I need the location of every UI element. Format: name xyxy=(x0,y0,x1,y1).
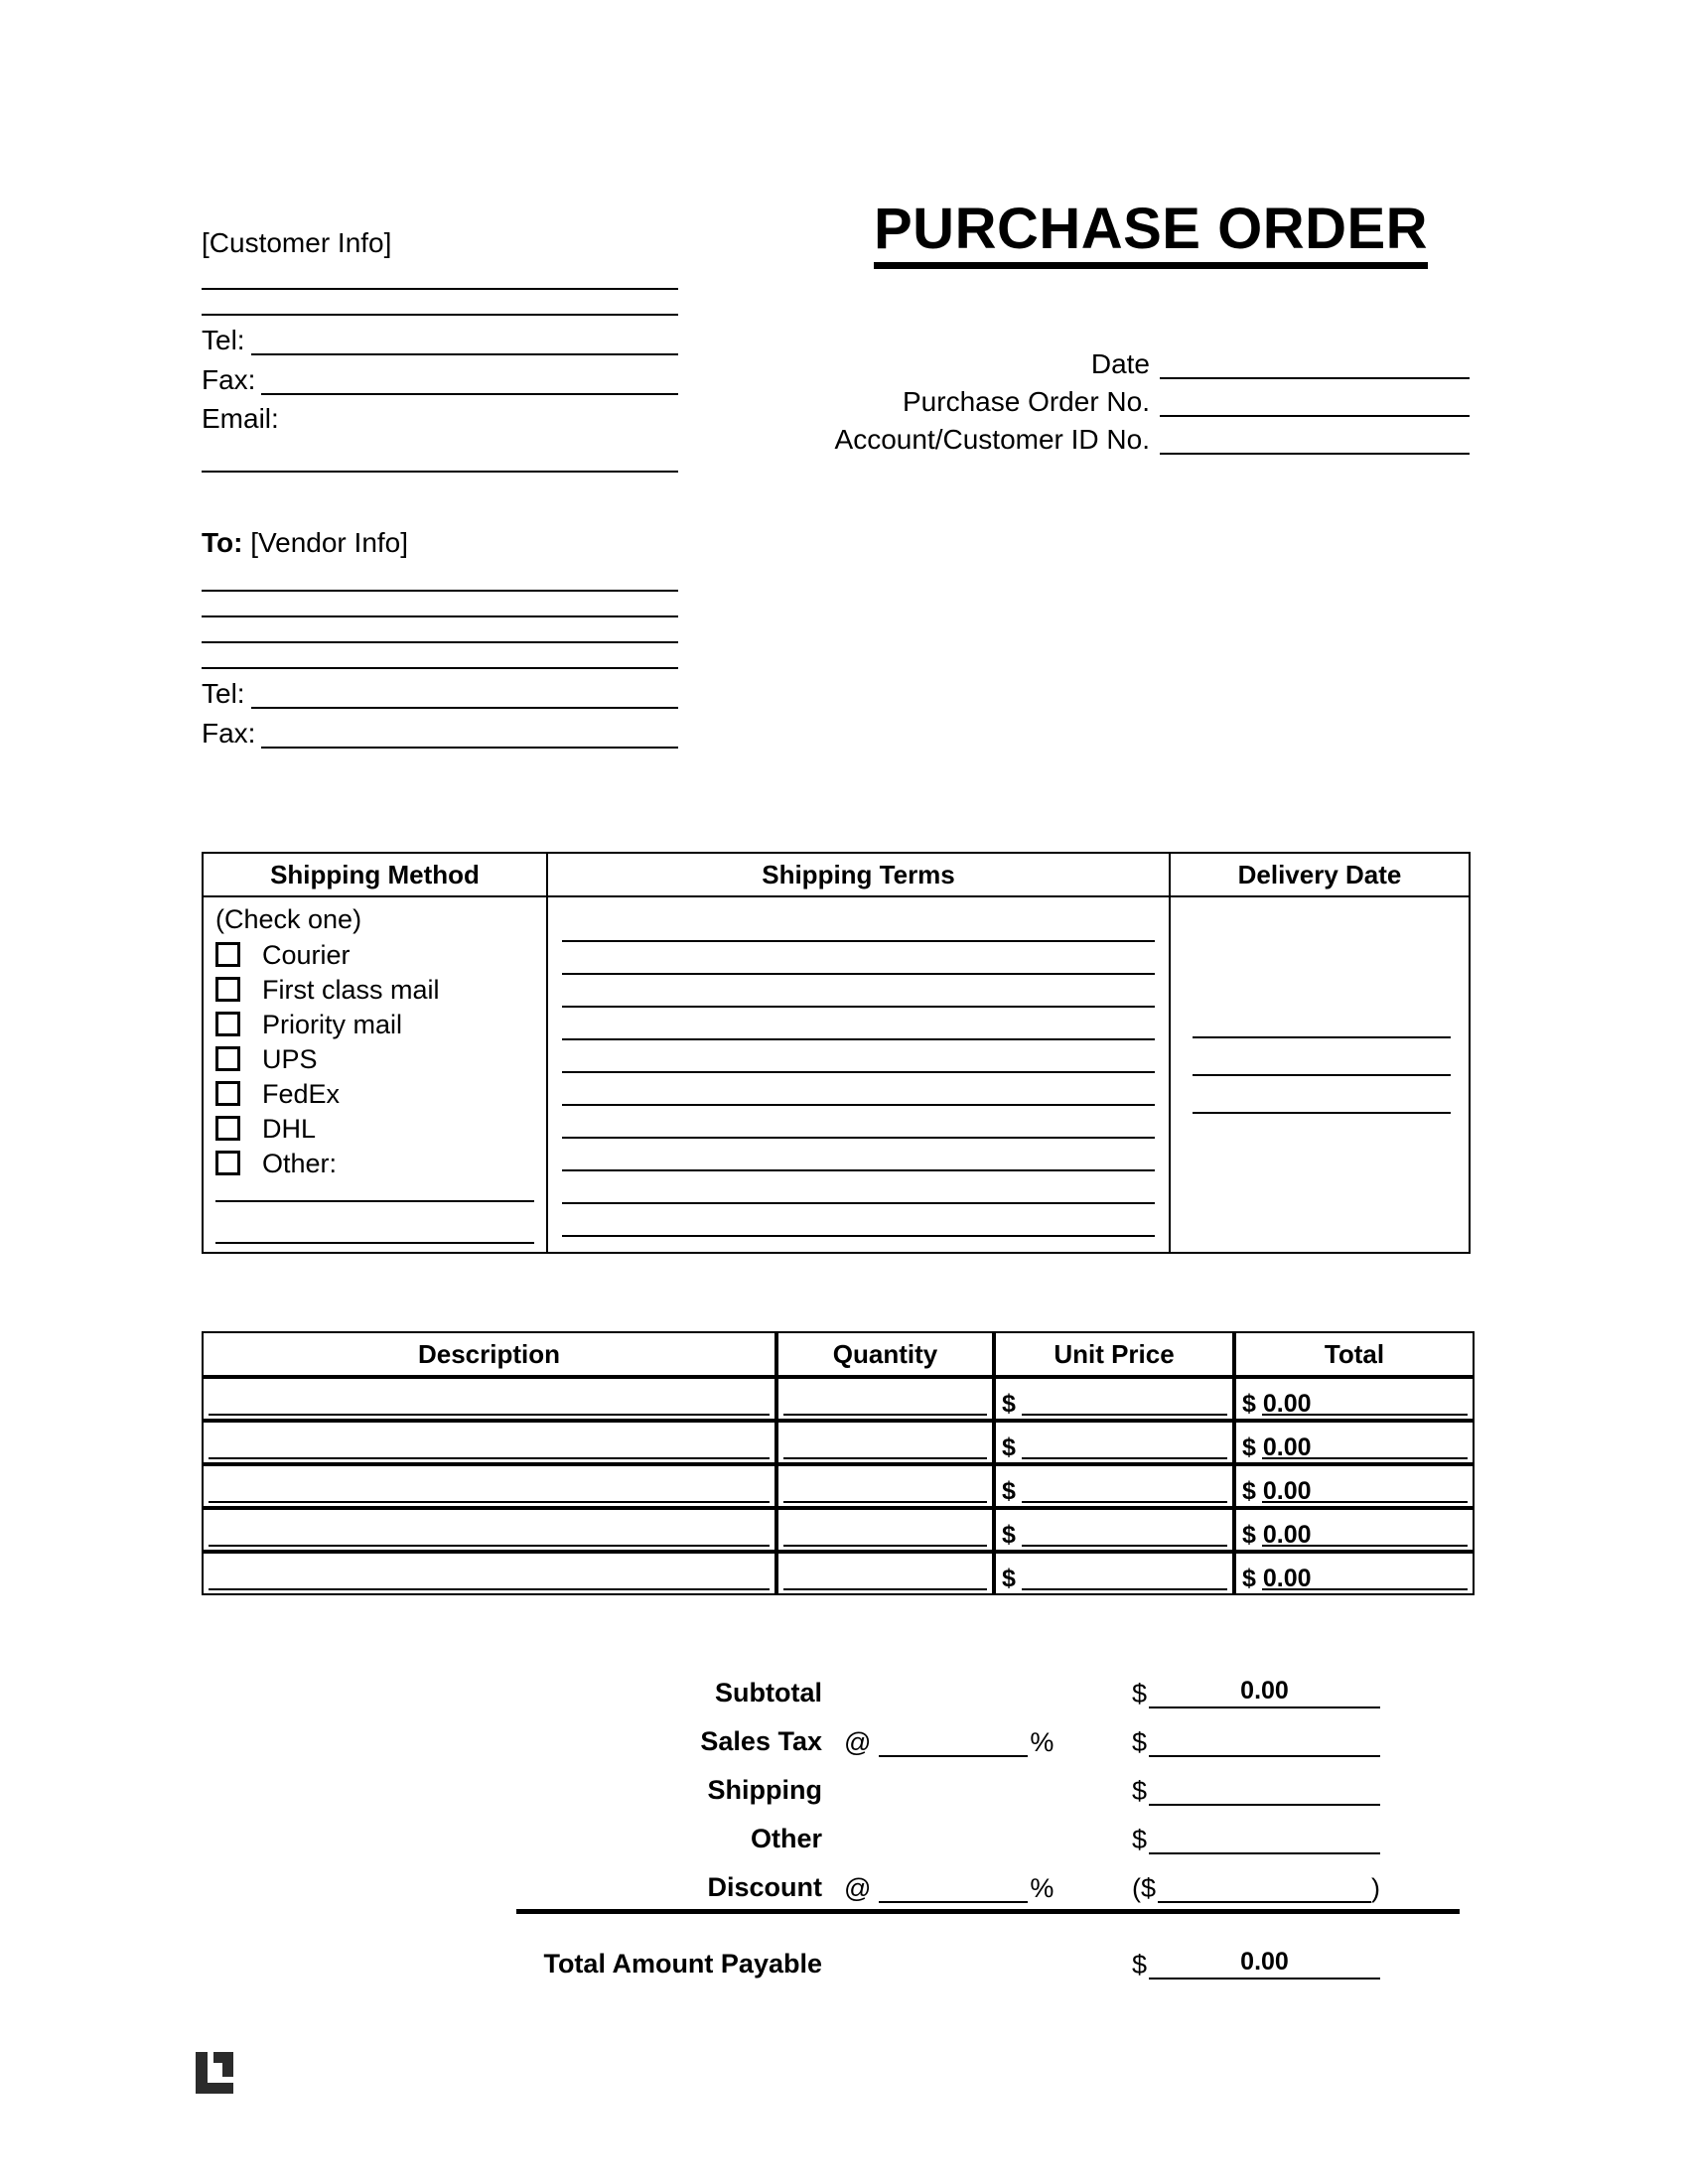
vendor-tel-label: Tel: xyxy=(202,678,245,709)
shipping-method-cell xyxy=(203,896,547,1253)
sales-tax-percent-symbol: % xyxy=(1030,1727,1055,1757)
customer-fax-row xyxy=(202,365,678,395)
date-row xyxy=(834,349,1470,379)
shipping-method-option-ups[interactable] xyxy=(215,1041,546,1076)
vendor-fax-row xyxy=(202,719,678,749)
quantity-input-rule xyxy=(783,1501,987,1503)
cell-description[interactable] xyxy=(202,1421,776,1464)
description-input-rule xyxy=(209,1501,770,1503)
purchase-order-no-row xyxy=(834,387,1470,417)
table-row xyxy=(202,1464,1475,1508)
grand-total-amount xyxy=(1132,1950,1380,1979)
table-row xyxy=(202,1377,1475,1421)
customer-info-block xyxy=(202,226,678,473)
delivery-date-line-3[interactable] xyxy=(1193,1112,1451,1114)
discount-label: Discount xyxy=(707,1872,822,1902)
total-rule xyxy=(1262,1545,1468,1547)
totals-row-sales-tax xyxy=(516,1708,1460,1757)
vendor-address-line-3[interactable] xyxy=(202,641,678,643)
delivery-date-input xyxy=(1193,1001,1451,1114)
shipping-method-label: DHL xyxy=(262,1113,317,1144)
description-input-rule xyxy=(209,1457,770,1459)
unit-price-currency-symbol: $ xyxy=(1002,1477,1016,1505)
cell-unit-price[interactable] xyxy=(994,1377,1234,1421)
discount-value-field[interactable] xyxy=(1158,1877,1371,1903)
discount-amount xyxy=(1132,1873,1380,1903)
shipping-method-label: Other: xyxy=(262,1148,338,1178)
cell-total xyxy=(1234,1464,1475,1508)
row-total-value: $ 0.00 xyxy=(1242,1521,1312,1549)
shipping-table-header-row xyxy=(203,853,1470,896)
table-row xyxy=(202,1552,1475,1595)
discount-at-symbol: @ xyxy=(844,1873,872,1903)
description-input-rule xyxy=(209,1588,770,1590)
shipping-method-label: First class mail xyxy=(262,974,440,1005)
sales-tax-label: Sales Tax xyxy=(700,1726,822,1756)
account-customer-id-input[interactable] xyxy=(1160,429,1470,455)
vendor-info-block xyxy=(202,526,678,749)
shipping-method-label: FedEx xyxy=(262,1078,341,1109)
open-paren: ( xyxy=(1132,1873,1141,1903)
table-row xyxy=(202,1508,1475,1552)
shipping-terms-line[interactable] xyxy=(562,1202,1155,1204)
shipping-terms-line[interactable] xyxy=(562,1006,1155,1008)
quantity-input-rule xyxy=(783,1457,987,1459)
cell-description[interactable] xyxy=(202,1552,776,1595)
currency-symbol: $ xyxy=(1132,1950,1148,1979)
checkbox-icon[interactable] xyxy=(215,1081,240,1106)
description-input-rule xyxy=(209,1414,770,1416)
totals-row-discount xyxy=(516,1854,1460,1903)
unit-price-currency-symbol: $ xyxy=(1002,1433,1016,1461)
cell-description[interactable] xyxy=(202,1464,776,1508)
currency-symbol: $ xyxy=(1132,1679,1148,1708)
total-rule xyxy=(1262,1414,1468,1416)
unit-price-input-rule xyxy=(1022,1588,1227,1590)
delivery-date-line-2[interactable] xyxy=(1193,1074,1451,1076)
shipping-method-option-first-class-mail[interactable] xyxy=(215,972,546,1007)
cell-description[interactable] xyxy=(202,1508,776,1552)
shipping-method-option-courier[interactable] xyxy=(215,937,546,972)
row-total-value: $ 0.00 xyxy=(1242,1477,1312,1505)
shipping-terms-line[interactable] xyxy=(562,940,1155,942)
sales-tax-at-symbol: @ xyxy=(844,1727,872,1757)
customer-tel-input[interactable] xyxy=(251,332,678,355)
shipping-terms-line[interactable] xyxy=(562,1038,1155,1040)
totals-row-other xyxy=(516,1806,1460,1854)
shipping-terms-cell xyxy=(547,896,1170,1253)
shipping-method-other-line-2[interactable] xyxy=(215,1242,534,1244)
cell-unit-price[interactable] xyxy=(994,1508,1234,1552)
subtotal-value-field xyxy=(1149,1677,1380,1708)
unit-price-currency-symbol: $ xyxy=(1002,1390,1016,1418)
shipping-terms-header: Shipping Terms xyxy=(547,853,1170,896)
vendor-info-placeholder: [Vendor Info] xyxy=(250,527,409,558)
shipping-method-header: Shipping Method xyxy=(203,853,547,896)
shipping-charge-label: Shipping xyxy=(707,1775,822,1805)
grand-total-value-field xyxy=(1149,1948,1380,1979)
subtotal-label: Subtotal xyxy=(715,1678,822,1707)
other-amount xyxy=(1132,1825,1380,1854)
vendor-fax-input[interactable] xyxy=(261,725,678,749)
shipping-method-label: Priority mail xyxy=(262,1009,403,1039)
customer-email-row xyxy=(202,403,678,473)
customer-info-heading: [Customer Info] xyxy=(202,227,392,258)
currency-symbol: $ xyxy=(1132,1825,1148,1854)
shipping-terms-line[interactable] xyxy=(562,1137,1155,1139)
shipping-value-field[interactable] xyxy=(1149,1780,1380,1806)
row-total-value: $ 0.00 xyxy=(1242,1565,1312,1592)
column-header-description: Description xyxy=(202,1331,776,1377)
column-header-unit-price: Unit Price xyxy=(994,1331,1234,1377)
cell-quantity[interactable] xyxy=(776,1552,994,1595)
shipping-terms-line[interactable] xyxy=(562,1071,1155,1073)
cell-quantity[interactable] xyxy=(776,1464,994,1508)
logo-glyph xyxy=(192,2050,237,2096)
shipping-method-label: UPS xyxy=(262,1043,318,1074)
vendor-info-heading xyxy=(202,526,678,560)
sales-tax-rate-input[interactable] xyxy=(879,1735,1028,1757)
totals-row-subtotal xyxy=(516,1660,1460,1708)
close-paren: ) xyxy=(1371,1873,1380,1903)
cell-unit-price[interactable] xyxy=(994,1464,1234,1508)
cell-total xyxy=(1234,1508,1475,1552)
total-rule xyxy=(1262,1588,1468,1590)
shipping-method-option-priority-mail[interactable] xyxy=(215,1007,546,1041)
purchase-order-no-label: Purchase Order No. xyxy=(903,386,1150,417)
vendor-tel-row xyxy=(202,679,678,709)
unit-price-currency-symbol: $ xyxy=(1002,1521,1016,1549)
customer-address-line-2[interactable] xyxy=(202,314,678,316)
shipping-method-option-fedex[interactable] xyxy=(215,1076,546,1111)
line-items-table xyxy=(202,1331,1475,1595)
other-charge-label: Other xyxy=(750,1824,822,1853)
shipping-terms-line[interactable] xyxy=(562,1104,1155,1106)
cell-quantity[interactable] xyxy=(776,1421,994,1464)
subtotal-amount xyxy=(1132,1679,1380,1708)
cell-total xyxy=(1234,1377,1475,1421)
shipping-table xyxy=(202,852,1471,1254)
page-title: PURCHASE ORDER xyxy=(874,199,1428,269)
discount-rate-group xyxy=(844,1873,1132,1903)
account-customer-id-row xyxy=(834,425,1470,455)
shipping-amount xyxy=(1132,1776,1380,1806)
vendor-fax-label: Fax: xyxy=(202,718,256,749)
checkbox-icon[interactable] xyxy=(215,1046,240,1071)
unit-price-input-rule xyxy=(1022,1457,1227,1459)
unit-price-currency-symbol: $ xyxy=(1002,1565,1016,1592)
currency-symbol: $ xyxy=(1141,1873,1157,1903)
checkbox-icon[interactable] xyxy=(215,1012,240,1036)
customer-tel-label: Tel: xyxy=(202,325,245,355)
customer-tel-row xyxy=(202,326,678,355)
line-items-header-row xyxy=(202,1331,1475,1377)
cell-description[interactable] xyxy=(202,1377,776,1421)
quantity-input-rule xyxy=(783,1545,987,1547)
order-meta-block xyxy=(834,349,1470,463)
total-rule xyxy=(1262,1457,1468,1459)
unit-price-input-rule xyxy=(1022,1414,1227,1416)
vendor-address-line-1[interactable] xyxy=(202,590,678,592)
total-rule xyxy=(1262,1501,1468,1503)
shipping-method-other-input xyxy=(215,1160,534,1244)
currency-symbol: $ xyxy=(1132,1776,1148,1806)
legal-templates-logo-icon xyxy=(192,2050,237,2096)
other-value-field[interactable] xyxy=(1149,1829,1380,1854)
cell-quantity[interactable] xyxy=(776,1508,994,1552)
customer-fax-label: Fax: xyxy=(202,364,256,395)
document-header xyxy=(0,0,1688,749)
vendor-tel-input[interactable] xyxy=(251,685,678,709)
checkbox-icon[interactable] xyxy=(215,977,240,1002)
subtotal-value: 0.00 xyxy=(1240,1677,1289,1705)
column-header-total: Total xyxy=(1234,1331,1475,1377)
shipping-method-label: Courier xyxy=(262,939,351,970)
sales-tax-rate-group xyxy=(844,1727,1132,1757)
cell-total xyxy=(1234,1421,1475,1464)
table-row xyxy=(202,1421,1475,1464)
customer-email-input[interactable] xyxy=(202,471,678,473)
account-customer-id-label: Account/Customer ID No. xyxy=(834,424,1150,455)
cell-unit-price[interactable] xyxy=(994,1421,1234,1464)
cell-total xyxy=(1234,1552,1475,1595)
checkbox-icon[interactable] xyxy=(215,942,240,967)
shipping-method-option-dhl[interactable] xyxy=(215,1111,546,1146)
quantity-input-rule xyxy=(783,1588,987,1590)
currency-symbol: $ xyxy=(1132,1727,1148,1757)
shipping-terms-line[interactable] xyxy=(562,973,1155,975)
shipping-method-list xyxy=(204,937,546,1180)
description-input-rule xyxy=(209,1545,770,1547)
column-header-quantity: Quantity xyxy=(776,1331,994,1377)
checkbox-icon[interactable] xyxy=(215,1116,240,1141)
unit-price-input-rule xyxy=(1022,1501,1227,1503)
unit-price-input-rule xyxy=(1022,1545,1227,1547)
delivery-date-header: Delivery Date xyxy=(1170,853,1470,896)
quantity-input-rule xyxy=(783,1414,987,1416)
purchase-order-no-input[interactable] xyxy=(1160,391,1470,417)
totals-row-shipping xyxy=(516,1757,1460,1806)
totals-section xyxy=(516,1660,1460,1979)
delivery-date-cell xyxy=(1170,896,1470,1253)
total-amount-payable-label: Total Amount Payable xyxy=(543,1949,822,1979)
sales-tax-amount xyxy=(1132,1727,1380,1757)
customer-email-label: Email: xyxy=(202,403,279,434)
delivery-date-line-1[interactable] xyxy=(1193,1036,1451,1038)
vendor-address-line-2[interactable] xyxy=(202,615,678,617)
vendor-address-line-4[interactable] xyxy=(202,667,678,669)
shipping-method-other-line-1[interactable] xyxy=(215,1200,534,1202)
shipping-table-body-row xyxy=(203,896,1470,1253)
check-one-instruction: (Check one) xyxy=(215,904,362,934)
row-total-value: $ 0.00 xyxy=(1242,1390,1312,1418)
grand-total-value: 0.00 xyxy=(1240,1948,1289,1976)
customer-address-line-1[interactable] xyxy=(202,288,678,290)
cell-quantity[interactable] xyxy=(776,1377,994,1421)
discount-percent-symbol: % xyxy=(1030,1873,1055,1903)
shipping-terms-line[interactable] xyxy=(562,1235,1155,1237)
row-total-value: $ 0.00 xyxy=(1242,1433,1312,1461)
discount-rate-input[interactable] xyxy=(879,1881,1028,1903)
sales-tax-value-field[interactable] xyxy=(1149,1731,1380,1757)
totals-row-grand-total xyxy=(516,1914,1460,1979)
customer-fax-input[interactable] xyxy=(261,371,678,395)
date-input[interactable] xyxy=(1160,353,1470,379)
date-label: Date xyxy=(1090,348,1150,379)
shipping-terms-line[interactable] xyxy=(562,1169,1155,1171)
vendor-to-label: To: xyxy=(202,527,243,558)
cell-unit-price[interactable] xyxy=(994,1552,1234,1595)
